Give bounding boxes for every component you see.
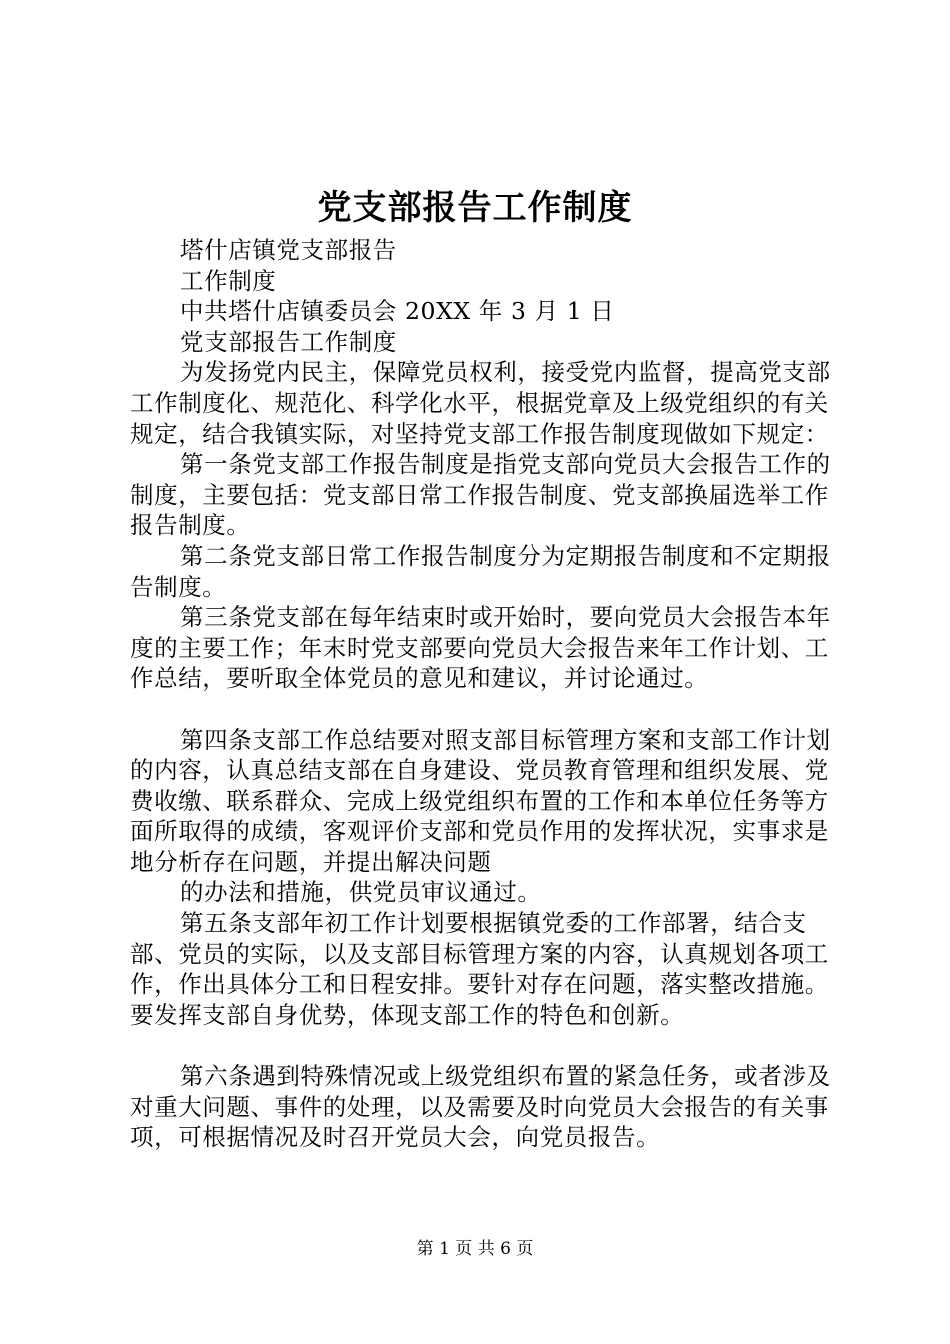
paragraph-article-2: 第二条党支部日常工作报告制度分为定期报告制度和不定期报告制度。 [130, 541, 831, 601]
paragraph-intro: 为发扬党内民主，保障党员权利，接受党内监督，提高党支部工作制度化、规范化、科学化水平，根据党章及上级党组织的有关规定，结合我镇实际，对坚持党支部工作报告制度现做如下规定： [130, 358, 831, 448]
paragraph-article-1: 第一条党支部工作报告制度是指党支部向党员大会报告工作的制度，主要包括：党支部日常工作报告制度、党支部换届选举工作报告制度。 [130, 450, 831, 540]
header-line-town: 塔什店镇党支部报告 [180, 236, 397, 264]
paragraph-article-5: 第五条支部年初工作计划要根据镇党委的工作部署，结合支部、党员的实际，以及支部目标管理方案的内容，认真规划各项工作，作出具体分工和日程安排。要针对存在问题，落实整改措施。要发挥支部自身优势，体现支部工作的特色和创新。 [130, 909, 829, 1029]
paragraph-article-3: 第三条党支部在每年结束时或开始时，要向党员大会报告本年度的主要工作；年末时党支部要向党员大会报告来年工作计划、工作总结，要听取全体党员的意见和建议，并讨论通过。 [130, 603, 831, 693]
paragraph-article-4-continued: 的办法和措施，供党员审议通过。 [180, 878, 542, 907]
paragraph-article-6: 第六条遇到特殊情况或上级党组织布置的紧急任务，或者涉及对重大问题、事件的处理，以及需要及时向党员大会报告的有关事项，可根据情况及时召开党员大会，向党员报告。 [130, 1062, 831, 1152]
document-body [130, 235, 850, 1153]
document-title: 党支部报告工作制度 [317, 188, 633, 228]
header-line-issuer-date: 中共塔什店镇委员会 20XX 年 3 月 1 日 [180, 297, 615, 326]
paragraph-article-4: 第四条支部工作总结要对照支部目标管理方案和支部工作计划的内容，认真总结支部在自身建设、党员教育管理和组织发展、党费收缴、联系群众、完成上级党组织布置的工作和本单位任务等方面所取得的成绩，客观评价支部和党员作用的发挥状况，实事求是地分析存在问题，并提出解决问题 [130, 725, 831, 876]
header-line-subtitle: 党支部报告工作制度 [180, 327, 397, 356]
paragraph-spacer [130, 1030, 850, 1061]
header-line-system: 工作制度 [180, 266, 277, 295]
page-number-footer: 第 1 页 共 6 页 [416, 1239, 534, 1259]
paragraph-spacer [130, 694, 850, 725]
